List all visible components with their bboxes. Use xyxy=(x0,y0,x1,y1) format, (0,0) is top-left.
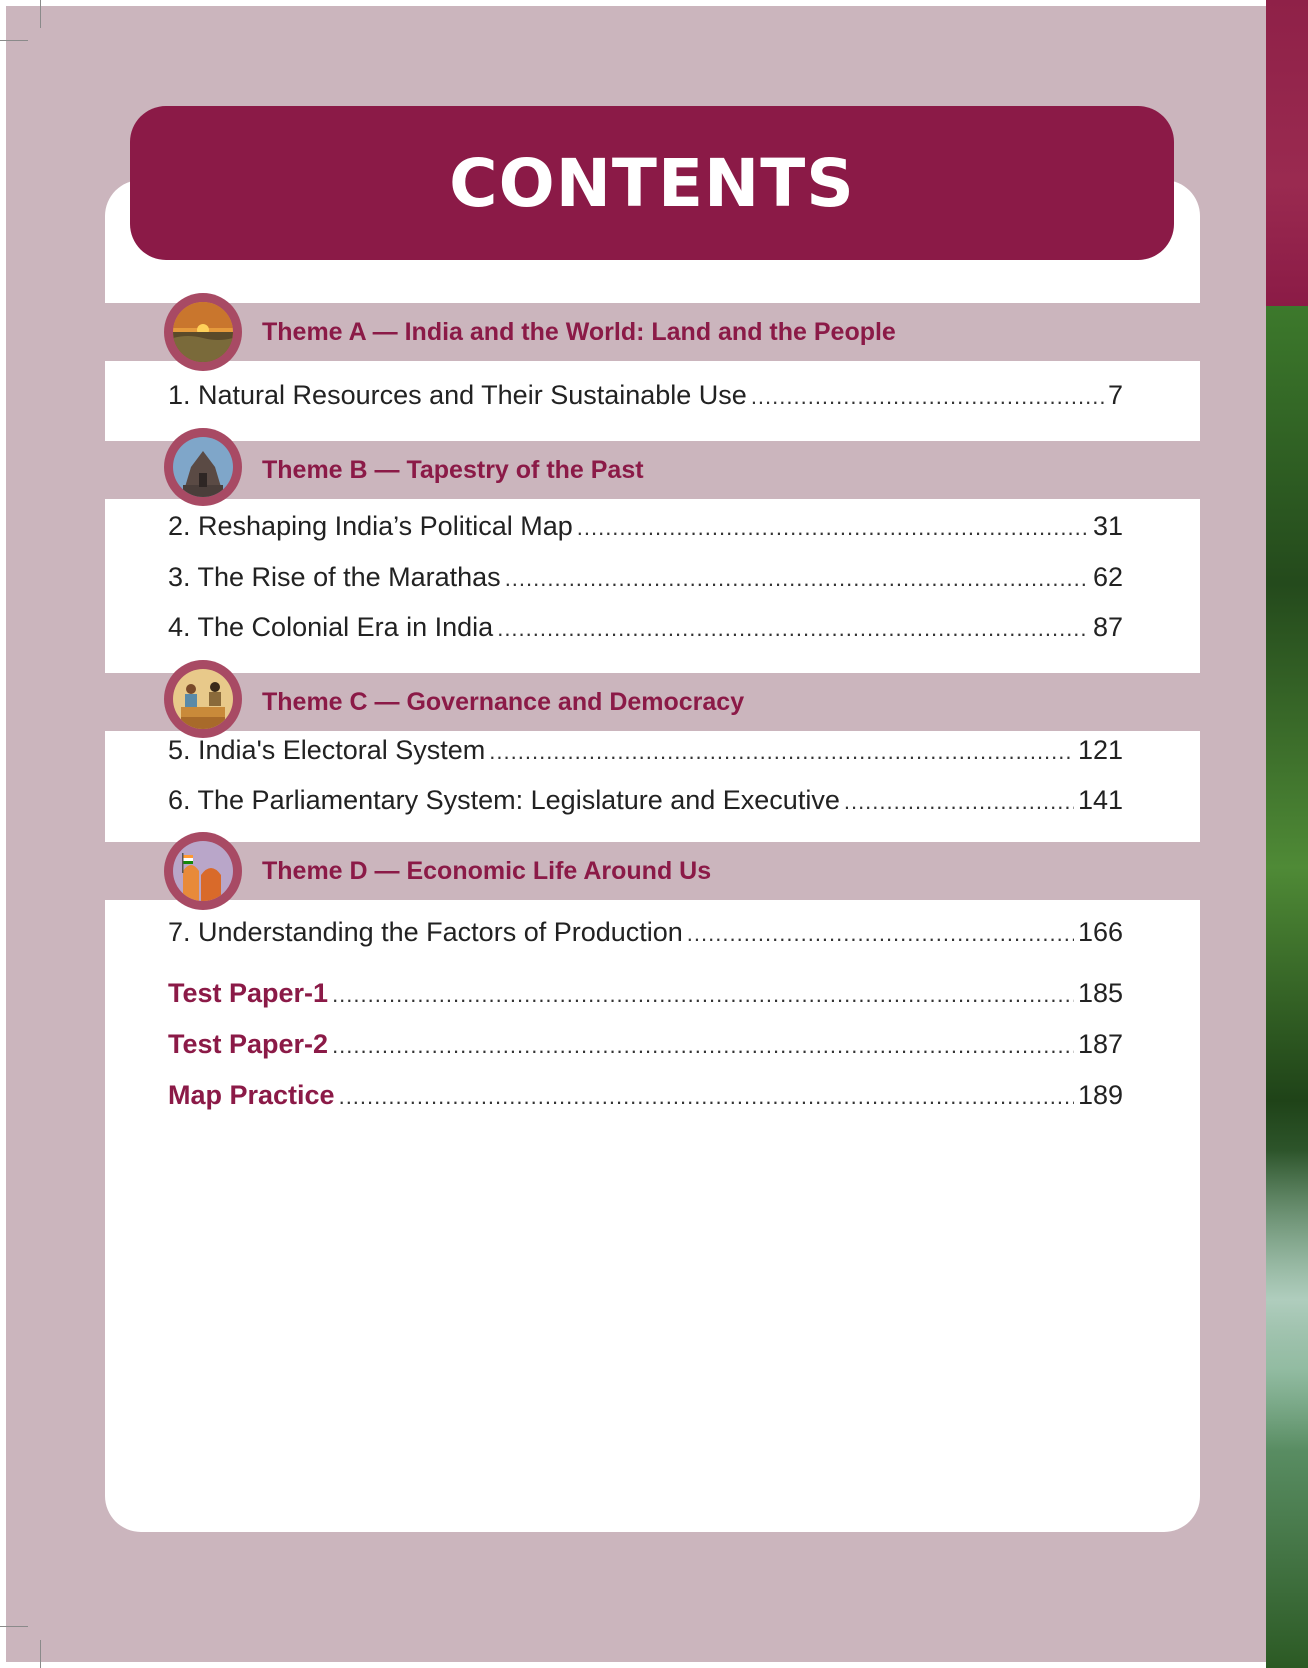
toc-entry-map-practice[interactable] xyxy=(168,1080,1123,1120)
entry-title: 2. Reshaping India’s Political Map xyxy=(168,511,573,541)
entry-page: 62 xyxy=(1092,562,1123,592)
entry-page: 166 xyxy=(1077,917,1123,947)
page-title: CONTENTS xyxy=(449,144,855,222)
dot-leader xyxy=(332,1033,1074,1059)
dot-leader xyxy=(577,515,1089,541)
entry-title: 3. The Rise of the Marathas xyxy=(168,562,501,592)
toc-entry[interactable] xyxy=(168,511,1123,551)
toc-entry[interactable] xyxy=(168,612,1123,652)
entry-page: 7 xyxy=(1107,380,1123,410)
entry-title: 4. The Colonial Era in India xyxy=(168,612,494,642)
entry-page: 185 xyxy=(1077,978,1123,1008)
entry-title: Test Paper-1 xyxy=(168,978,329,1008)
dot-leader xyxy=(844,789,1074,815)
theme-title-a: Theme A — India and the World: Land and the People xyxy=(262,318,896,346)
entry-page: 187 xyxy=(1077,1029,1123,1059)
theme-title-b: Theme B — Tapestry of the Past xyxy=(262,456,644,484)
toc-entry[interactable] xyxy=(168,380,1123,420)
entry-page: 141 xyxy=(1077,785,1123,815)
entry-title: Test Paper-2 xyxy=(168,1029,329,1059)
toc-entry[interactable] xyxy=(168,917,1123,957)
toc-entry[interactable] xyxy=(168,735,1123,775)
temple-icon xyxy=(164,428,242,506)
entry-title: 6. The Parliamentary System: Legislature and Executive xyxy=(168,785,840,815)
dot-leader xyxy=(751,384,1104,410)
dot-leader xyxy=(687,921,1074,947)
dot-leader xyxy=(505,566,1089,592)
crop-mark xyxy=(0,40,28,41)
theme-title-d: Theme D — Economic Life Around Us xyxy=(262,857,712,885)
toc-entry-test-paper-1[interactable] xyxy=(168,978,1123,1018)
entry-page: 87 xyxy=(1092,612,1123,642)
dot-leader xyxy=(489,739,1074,765)
dot-leader xyxy=(332,982,1074,1008)
toc-entry[interactable] xyxy=(168,785,1123,825)
entry-title: 1. Natural Resources and Their Sustainable Use xyxy=(168,380,747,410)
side-strip-top xyxy=(1266,0,1308,306)
entry-title: Map Practice xyxy=(168,1080,335,1110)
contents-header xyxy=(130,106,1174,260)
entry-page: 189 xyxy=(1077,1080,1123,1110)
entry-title: 5. India's Electoral System xyxy=(168,735,486,765)
monuments-icon xyxy=(164,832,242,910)
toc-entry-test-paper-2[interactable] xyxy=(168,1029,1123,1069)
theme-title-c: Theme C — Governance and Democracy xyxy=(262,688,745,716)
entry-page: 121 xyxy=(1077,735,1123,765)
people-meeting-icon xyxy=(164,660,242,738)
side-strip-mist xyxy=(1266,1150,1308,1450)
crop-mark xyxy=(40,0,41,28)
entry-title: 7. Understanding the Factors of Production xyxy=(168,917,683,947)
dot-leader xyxy=(497,616,1089,642)
side-photo-strip xyxy=(1266,0,1308,1668)
crop-mark xyxy=(0,1626,28,1627)
dot-leader xyxy=(339,1084,1074,1110)
entry-page: 31 xyxy=(1092,511,1123,541)
toc-entry[interactable] xyxy=(168,562,1123,602)
sunset-field-icon xyxy=(164,293,242,371)
crop-mark xyxy=(40,1640,41,1668)
